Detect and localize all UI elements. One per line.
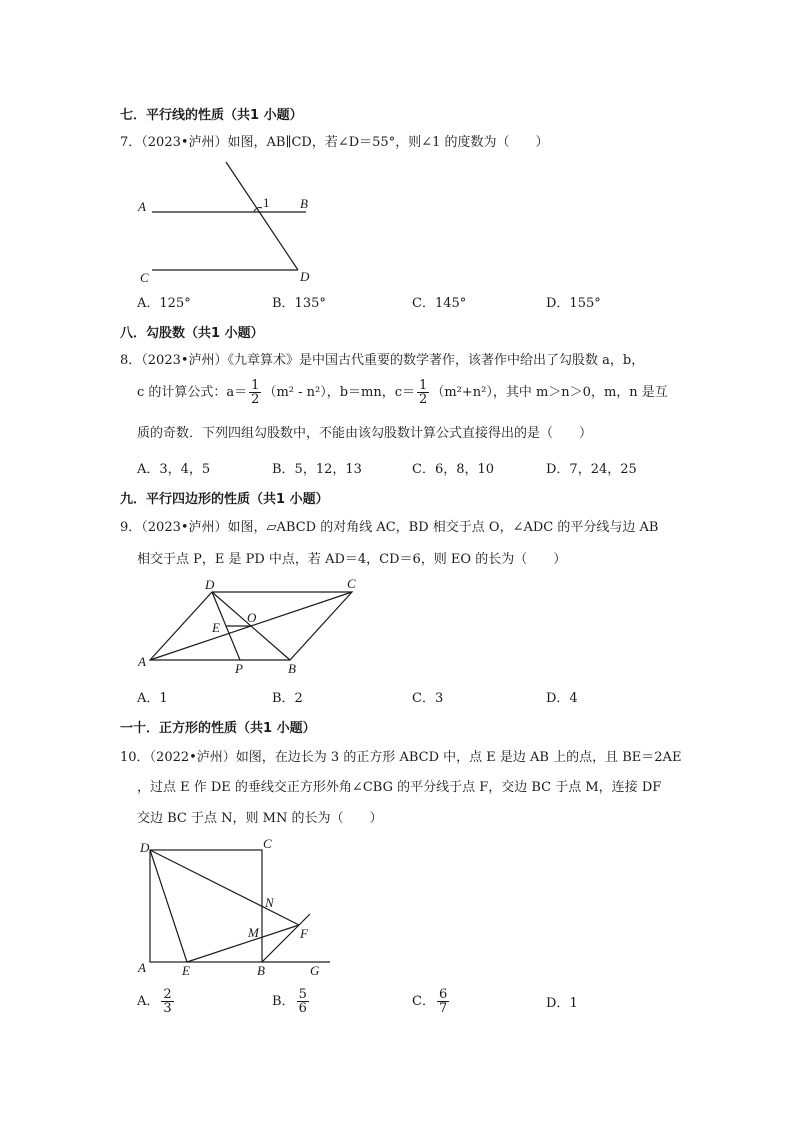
q9-label-p: P	[235, 661, 243, 676]
q8-frac-c-den: 2	[419, 392, 428, 407]
q8-frac-c-num: 1	[419, 378, 428, 393]
q7-label-a: A	[138, 199, 146, 214]
q10-option-d-letter: D．	[546, 996, 570, 1011]
q9-figure	[130, 574, 370, 680]
q10-label-d: D	[140, 840, 150, 855]
q9-label-o: O	[247, 610, 257, 625]
transversal	[226, 162, 298, 270]
q10-option-d	[546, 992, 578, 1011]
q10-option-c-letter: C．	[412, 994, 435, 1009]
q10-line1: 10．（2022•泸州）如图，在边长为 3 的正方形 ABCD 中，点 E 是边 AB 上的点，且 BE＝2AE	[120, 750, 682, 765]
q10-option-c-den: 7	[438, 1001, 448, 1016]
q10-option-a-num: 2	[163, 987, 172, 1002]
q9-option-a: A．1	[137, 691, 168, 706]
q8-option-a: A．3，4，5	[137, 462, 211, 477]
q7-label-1: 1	[263, 195, 270, 210]
q9-line2: 相交于点 P，E 是 PD 中点，若 AD＝4，CD＝6，则 EO 的长为（ ）	[137, 552, 567, 567]
q7-option-b: B．135°	[272, 296, 326, 311]
q10-option-b	[272, 988, 311, 1015]
q7-figure	[130, 160, 330, 285]
q10-label-a: A	[138, 960, 146, 975]
q10-label-b: B	[257, 963, 265, 978]
q9-label-d: D	[205, 577, 215, 592]
q9-option-d: D．4	[546, 691, 578, 706]
q8-option-c: C．6，8，10	[412, 462, 495, 477]
square-abcd	[150, 850, 262, 962]
q9-line1: 9．（2023•泸州）如图，▱ABCD 的对角线 AC，BD 相交于点 O，∠ADC 的平分线与边 AB	[120, 520, 659, 535]
q10-option-d-value: 1	[569, 996, 578, 1011]
q10-label-f: F	[300, 926, 308, 941]
q8-frac-a	[249, 379, 261, 406]
q8-frac-a-den: 2	[251, 392, 260, 407]
q7-option-d: D．155°	[546, 296, 601, 311]
q8-line1: 8．（2023•泸州）《九章算术》是中国古代重要的数学著作，该著作中给出了勾股数 a，b，	[120, 353, 645, 368]
q10-option-c-frac	[437, 988, 449, 1015]
q10-option-c	[412, 988, 451, 1015]
segment-de	[150, 850, 187, 962]
q8-line2	[137, 378, 668, 408]
q10-label-c: C	[263, 836, 272, 851]
q10-option-b-num: 5	[298, 987, 307, 1002]
q10-option-a-frac	[161, 988, 173, 1015]
section-title-parallel-lines: 七．平行线的性质（共1 小题）	[120, 108, 303, 123]
q10-option-a-letter: A．	[137, 994, 160, 1009]
q8-option-d: D．7，24，25	[546, 462, 637, 477]
q10-label-g: G	[310, 963, 320, 978]
q10-label-n: N	[265, 895, 274, 910]
q8-frac-c	[417, 379, 429, 406]
q10-label-m: M	[248, 925, 259, 940]
q10-option-a-den: 3	[163, 1001, 172, 1016]
q9-label-c: C	[347, 576, 356, 591]
q7-option-c: C．145°	[412, 296, 467, 311]
q10-option-b-den: 6	[298, 1001, 307, 1016]
q8-option-b: B．5，12，13	[272, 462, 362, 477]
q9-label-e: E	[212, 620, 220, 635]
q10-option-b-letter: B．	[272, 994, 295, 1009]
q10-line3: 交边 BC 于点 N，则 MN 的长为（ ）	[137, 811, 383, 826]
q8-line2-part-a: c 的计算公式：a＝	[137, 385, 248, 400]
section-title-parallelogram: 九．平行四边形的性质（共1 小题）	[120, 492, 329, 507]
segment-ef	[187, 925, 299, 962]
q7-label-c: C	[140, 270, 149, 285]
q7-label-d: D	[300, 269, 310, 284]
q10-option-c-num: 6	[438, 987, 448, 1002]
q9-label-a: A	[138, 654, 146, 669]
q8-line2-part-c: （m²+n²），其中 m＞n＞0，m，n 是互	[431, 385, 668, 400]
section-title-square: 一十．正方形的性质（共1 小题）	[120, 721, 316, 736]
q8-frac-a-num: 1	[251, 378, 260, 393]
q7-stem: 7．（2023•泸州）如图，AB∥CD，若∠D＝55°，则∠1 的度数为（ ）	[120, 135, 549, 150]
q8-line2-part-b: （m² - n²），b＝mn，c＝	[263, 385, 416, 400]
q10-option-a	[137, 988, 176, 1015]
q10-line2: ，过点 E 作 DE 的垂线交正方形外角∠CBG 的平分线于点 F，交边 BC 于点 M，连接 DF	[137, 780, 662, 795]
q10-figure	[130, 836, 340, 982]
q8-line3: 质的奇数．下列四组勾股数中，不能由该勾股数计算公式直接得出的是（ ）	[137, 426, 593, 441]
q10-option-b-frac	[297, 988, 309, 1015]
q7-label-b: B	[300, 196, 308, 211]
q9-option-b: B．2	[272, 691, 303, 706]
section-title-pythagorean-triples: 八．勾股数（共1 小题）	[120, 326, 264, 341]
q10-label-e: E	[182, 963, 190, 978]
q9-option-c: C．3	[412, 691, 444, 706]
q7-option-a: A．125°	[137, 296, 191, 311]
segment-df	[150, 850, 299, 925]
q9-label-b: B	[288, 661, 296, 676]
